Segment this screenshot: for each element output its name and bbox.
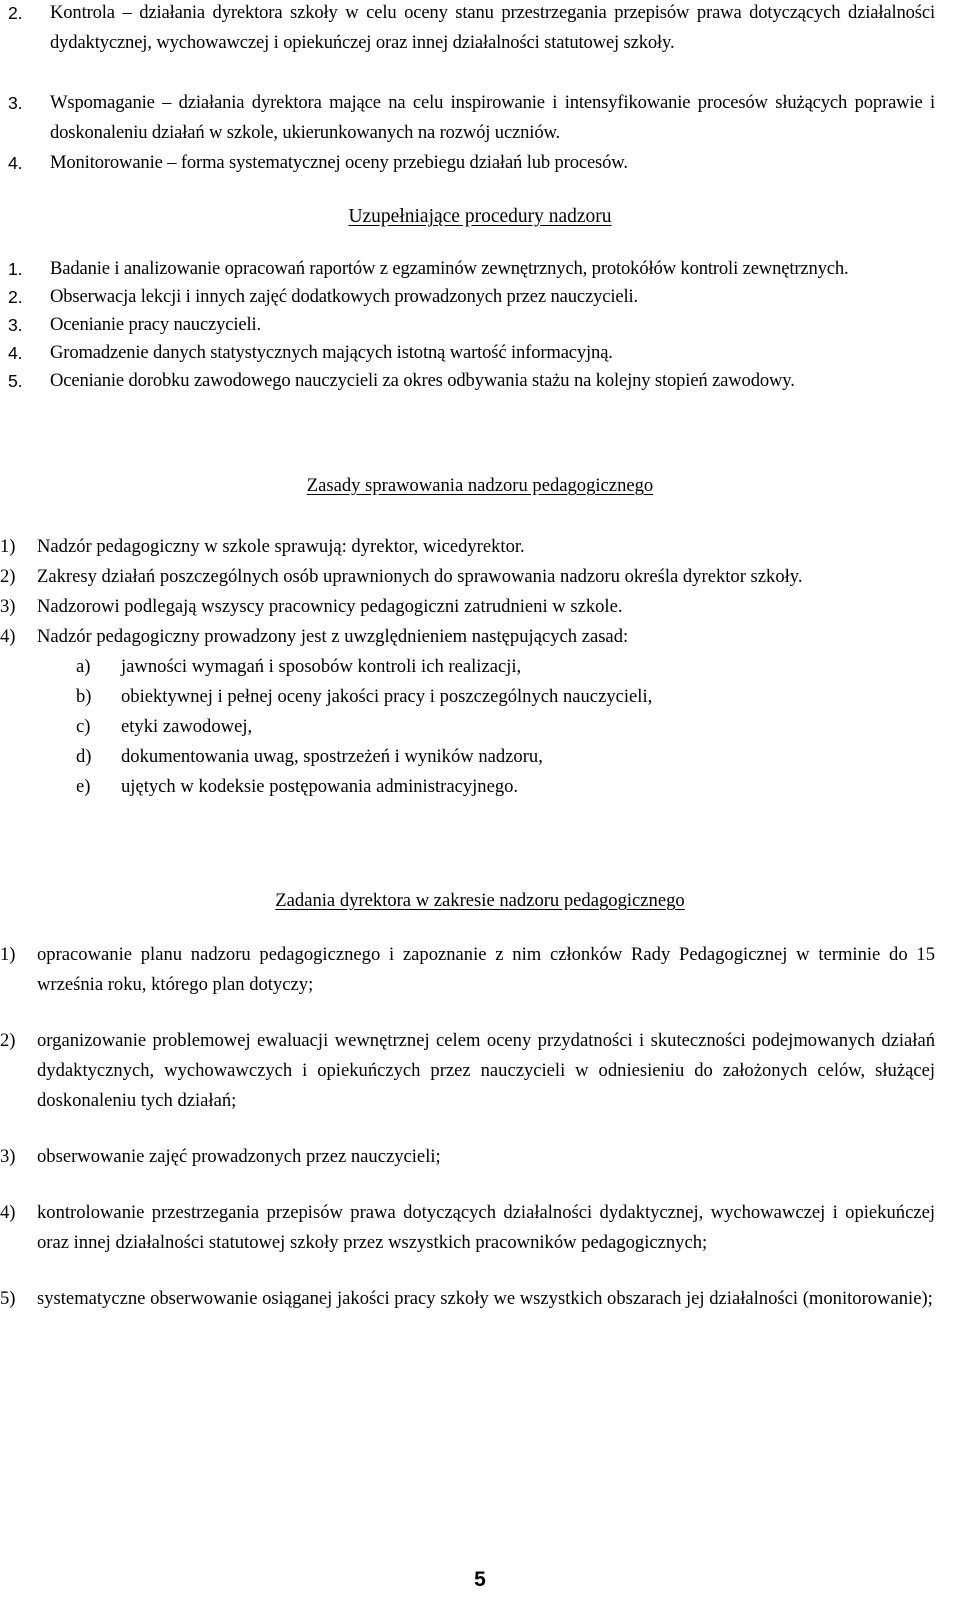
list-item <box>0 562 960 592</box>
item-number: 2. <box>8 287 23 307</box>
item-text: Nadzór pedagogiczny prowadzony jest z uwzględnieniem następujących zasad: <box>37 626 629 647</box>
sub-item-text: obiektywnej i pełnej oceny jakości pracy i poszczególnych nauczycieli, <box>121 686 653 707</box>
rules-list <box>0 532 960 802</box>
item-number: 1) <box>0 944 16 965</box>
item-number: 2) <box>0 1030 16 1051</box>
item-text: Nadzór pedagogiczny w szkole sprawują: dyrektor, wicedyrektor. <box>37 536 525 557</box>
sub-item-letter: d) <box>76 746 92 767</box>
item-text: Obserwacja lekcji i innych zajęć dodatkowych prowadzonych przez nauczycieli. <box>50 286 638 307</box>
sub-list-item <box>0 742 960 772</box>
list-item <box>0 532 960 562</box>
item-number: 1) <box>0 536 16 557</box>
item-text: Nadzorowi podlegają wszyscy pracownicy pedagogiczni zatrudnieni w szkole. <box>37 596 623 617</box>
list-item <box>0 940 960 1000</box>
definitions-list <box>0 0 960 178</box>
page-number: 5 <box>474 1568 486 1591</box>
item-number: 4. <box>8 343 23 363</box>
list-item <box>0 367 960 395</box>
item-text: Badanie i analizowanie opracowań raportów z egzaminów zewnętrznych, protokółów kontroli zewnętrznych. <box>50 258 849 279</box>
item-number: 5. <box>8 371 23 391</box>
list-item <box>0 339 960 367</box>
list-item <box>0 592 960 622</box>
item-text: obserwowanie zajęć prowadzonych przez nauczycieli; <box>37 1146 441 1167</box>
sub-item-letter: c) <box>76 716 91 737</box>
item-number: 4) <box>0 626 16 647</box>
item-text: Monitorowanie – forma systematycznej oceny przebiegu działań lub procesów. <box>50 152 628 173</box>
list-item <box>0 148 960 178</box>
sub-list-item <box>0 652 960 682</box>
item-number: 4. <box>8 153 23 173</box>
item-number: 3. <box>8 315 23 335</box>
list-item <box>0 283 960 311</box>
item-number: 3. <box>8 93 23 113</box>
item-text: Zakresy działań poszczególnych osób uprawnionych do sprawowania nadzoru określa dyrektor szkoły. <box>37 566 803 587</box>
sub-item-letter: a) <box>76 656 91 677</box>
item-text: kontrolowanie przestrzegania przepisów prawa dotyczących działalności dydaktycznej, wychowawczej i opiekuńczej oraz innej działalności statutowej szkoły przez wszystkich pracowników pedagogicznych; <box>37 1202 935 1253</box>
item-number: 1. <box>8 259 23 279</box>
item-number: 2. <box>8 3 23 23</box>
item-text: systematyczne obserwowanie osiąganej jakości pracy szkoły we wszystkich obszarach jej działalności (monitorowanie); <box>37 1288 933 1309</box>
item-number: 3) <box>0 1146 16 1167</box>
sub-item-text: etyki zawodowej, <box>121 716 253 737</box>
sub-item-letter: e) <box>76 776 91 797</box>
item-text: Ocenianie pracy nauczycieli. <box>50 314 262 335</box>
list-item <box>0 255 960 283</box>
sub-item-text: jawności wymagań i sposobów kontroli ich realizacji, <box>121 656 522 677</box>
sub-list-item <box>0 682 960 712</box>
item-number: 3) <box>0 596 16 617</box>
item-text: Ocenianie dorobku zawodowego nauczycieli za okres odbywania stażu na kolejny stopień zawodowy. <box>50 370 795 391</box>
item-text: Gromadzenie danych statystycznych mających istotną wartość informacyjną. <box>50 342 613 363</box>
item-text: opracowanie planu nadzoru pedagogicznego i zapoznanie z nim członków Rady Pedagogicznej w terminie do 15 września roku, którego plan dotyczy; <box>37 944 935 995</box>
rules-heading: Zasady sprawowania nadzoru pedagogicznego <box>306 475 654 496</box>
sub-list-item <box>0 772 960 802</box>
item-text: Wspomaganie – działania dyrektora mające na celu inspirowanie i intensyfikowanie procesów służących poprawie i doskonaleniu działań w szkole, ukierunkowanych na rozwój uczniów. <box>50 92 935 143</box>
list-item <box>0 622 960 652</box>
procedures-heading: Uzupełniające procedury nadzoru <box>348 206 612 227</box>
item-text: Kontrola – działania dyrektora szkoły w celu oceny stanu przestrzegania przepisów prawa dotyczących działalności dydaktycznej, wychowawczej i opiekuńczej oraz innej działalności statutowej szkoły. <box>50 2 935 53</box>
list-item <box>0 88 960 148</box>
list-item <box>0 1026 960 1116</box>
sub-list-item <box>0 712 960 742</box>
item-number: 4) <box>0 1202 16 1223</box>
item-text: organizowanie problemowej ewaluacji wewnętrznej celem oceny przydatności i skuteczności podejmowanych działań dydaktycznych, wychowawczych i opiekuńczych przez nauczycieli w odniesieniu do założonych celów, służącej doskonaleniu tych działań; <box>37 1030 935 1111</box>
procedures-list <box>0 255 960 395</box>
item-number: 5) <box>0 1288 16 1309</box>
item-number: 2) <box>0 566 16 587</box>
sub-item-text: ujętych w kodeksie postępowania administracyjnego. <box>121 776 519 797</box>
list-item <box>0 1142 960 1172</box>
list-item <box>0 1198 960 1258</box>
tasks-heading: Zadania dyrektora w zakresie nadzoru pedagogicznego <box>275 890 685 911</box>
sub-item-letter: b) <box>76 686 92 707</box>
sub-item-text: dokumentowania uwag, spostrzeżeń i wyników nadzoru, <box>121 746 543 767</box>
list-item <box>0 1284 960 1314</box>
list-item <box>0 0 960 88</box>
list-item <box>0 311 960 339</box>
tasks-list <box>0 940 960 1314</box>
